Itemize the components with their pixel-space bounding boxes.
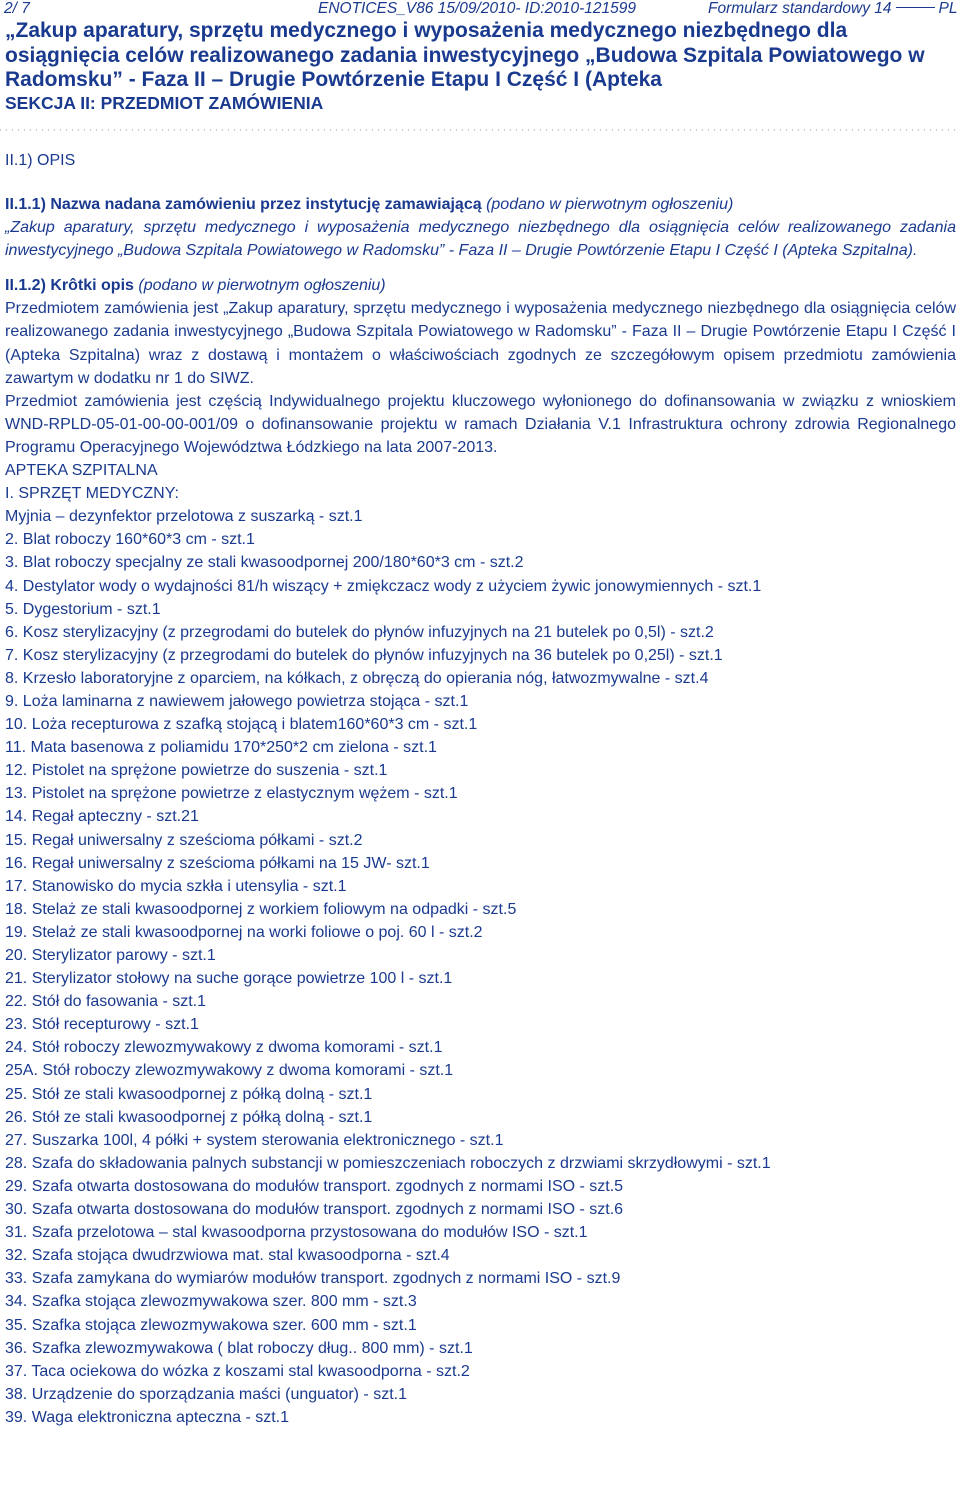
list-item: 36. Szafka zlewozmywakowa ( blat roboczy dług.. 800 mm) - szt.1	[5, 1339, 473, 1357]
list-item: 6. Kosz sterylizacyjny (z przegrodami do butelek do płynów infuzyjnych na 21 butelek po 0,5l) - szt.2	[5, 623, 714, 641]
list-item: 37. Taca ociekowa do wózka z koszami stal kwasoodporna - szt.2	[5, 1362, 470, 1380]
document-header	[0, 0, 960, 18]
list-item: 27. Suszarka 100l, 4 półki + system sterowania elektronicznego - szt.1	[5, 1131, 504, 1149]
equipment-list	[5, 505, 956, 1429]
list-item: 33. Szafa zamykana do wymiarów modułów transport. zgodnych z normami ISO - szt.9	[5, 1270, 621, 1288]
list-item: 22. Stół do fasowania - szt.1	[5, 993, 206, 1011]
subsection-heading: II.1) OPIS	[5, 152, 76, 169]
list-item: 4. Destylator wody o wydajności 81/h wiszący + zmiękczacz wody z użyciem żywic jonowymiennych - szt.1	[5, 577, 762, 595]
list-item: 32. Szafa stojąca dwudrzwiowa mat. stal kwasoodporna - szt.4	[5, 1247, 450, 1265]
list-item: 21. Sterylizator stołowy na suche gorące powietrze 100 l - szt.1	[5, 970, 453, 988]
page-number: 2/ 7	[4, 0, 30, 17]
notice-id: ENOTICES_V86 15/09/2010- ID:2010-121599	[318, 0, 636, 17]
list-item: 18. Stelaż ze stali kwasoodpornej z workiem foliowym na odpadki - szt.5	[5, 900, 517, 918]
list-item: 12. Pistolet na sprężone powietrze do suszenia - szt.1	[5, 762, 388, 780]
form-label	[708, 0, 957, 18]
list-item: 34. Szafka stojąca zlewozmywakowa szer. 800 mm - szt.3	[5, 1293, 417, 1311]
list-item: 35. Szafka stojąca zlewozmywakowa szer. 600 mm - szt.1	[5, 1316, 417, 1334]
description-heading: II.1.2) Krôtki opis (podano w pierwotnym ogłoszeniu)	[5, 277, 386, 295]
list-item: 25A. Stół roboczy zlewozmywakowy z dwoma komorami - szt.1	[5, 1062, 454, 1080]
list-item: 3. Blat roboczy specjalny ze stali kwasoodpornej 200/180*60*3 cm - szt.2	[5, 554, 524, 572]
list-item: 16. Regał uniwersalny z sześcioma półkami na 15 JW- szt.1	[5, 854, 430, 872]
list-item: 38. Urządzenie do sporządzania maści (unguator) - szt.1	[5, 1385, 407, 1403]
section-heading: SEKCJA II: PRZEDMIOT ZAMÓWIENIA	[5, 92, 329, 116]
list-item: 20. Sterylizator parowy - szt.1	[5, 947, 216, 964]
language-code: PL	[938, 0, 958, 17]
description-heading-note: (podano w pierwotnym ogłoszeniu)	[138, 277, 386, 295]
spacer	[5, 262, 956, 274]
list-item: 11. Mata basenowa z poliamidu 170*250*2 cm zielona - szt.1	[5, 739, 437, 757]
list-item: 23. Stół recepturowy - szt.1	[5, 1016, 199, 1034]
list-item: 30. Szafa otwarta dostosowana do modułów transport. zgodnych z normami ISO - szt.6	[5, 1201, 624, 1219]
list-item: 5. Dygestorium - szt.1	[5, 600, 161, 618]
contract-name: „Zakup aparatury, sprzętu medycznego i wyposażenia medycznego niezbędnego dla osiągnięcia celów realizowanego zadania inwestycyjnego „Budowa Szpitala Powiatowego w Radomsku” - Faza II – Drugie Powtórzenie Etapu I Część I (Apteka Szpitalna).	[5, 219, 956, 260]
list-item: Myjnia – dezynfektor przelotowa z suszarką - szt.1	[5, 508, 363, 526]
dotted-divider	[0, 129, 960, 131]
name-heading-note: (podano w pierwotnym ogłoszeniu)	[486, 196, 734, 213]
list-item: 26. Stół ze stali kwasoodpornej z półką dolną - szt.1	[5, 1108, 373, 1126]
list-item: 9. Loża laminarna z nawiewem jałowego powietrza stojąca - szt.1	[5, 692, 469, 710]
description-paragraph-1: Przedmiotem zamówienia jest „Zakup aparatury, sprzętu medycznego i wyposażenia medycznego niezbędnego dla osiągnięcia celów realizowanego zadania inwestycyjnego „Budowa Szpitala Powiatowego w Radomsku” - Faza II – Drugie Powtórzenie Etapu I Część I (Apteka Szpitalna) wraz z dostawą i montażem o właściwościach zgodnych ze szczegółowym opisem przedmiotu zamówienia zawartym w dodatku nr 1 do SIWZ.	[5, 300, 956, 387]
list-item: 17. Stanowisko do mycia szkła i utensylia - szt.1	[5, 877, 347, 895]
list-item: 29. Szafa otwarta dostosowana do modułów transport. zgodnych z normami ISO - szt.5	[5, 1177, 624, 1195]
list-item: 28. Szafa do składowania palnych substancji w pomieszczeniach roboczych z drzwiami skrzydłowymi - szt.1	[5, 1154, 771, 1172]
list-item: 25. Stół ze stali kwasoodpornej z półką dolną - szt.1	[5, 1085, 373, 1103]
list-item: 13. Pistolet na sprężone powietrze z elastycznym wężem - szt.1	[5, 785, 458, 803]
description-paragraph-2: Przedmiot zamówienia jest częścią Indywidualnego projektu kluczowego wyłonionego do dofinansowania w związku z wnioskiem WND-RPLD-05-01-00-00-001/09 o dofinansowanie projektu w ramach Działania V.1 Infrastruktura ochrony zdrowia Regionalnego Programu Operacyjnego Województwa Łódzkiego na lata 2007-2013.	[5, 392, 956, 456]
list-item: 31. Szafa przelotowa – stal kwasoodporna przystosowana do modułów ISO - szt.1	[5, 1224, 588, 1242]
header-separator	[896, 7, 935, 8]
list-item: 7. Kosz sterylizacyjny (z przegrodami do butelek do płynów infuzyjnych na 36 butelek po 0,25l) - szt.1	[5, 646, 723, 664]
pharmacy-label: APTEKA SZPITALNA	[5, 462, 158, 480]
equipment-label: I. SPRZĘT MEDYCZNY:	[5, 485, 179, 503]
list-item: 39. Waga elektroniczna apteczna - szt.1	[5, 1408, 289, 1426]
list-item: 10. Loża recepturowa z szafką stojącą i blatem160*60*3 cm - szt.1	[5, 716, 478, 734]
list-item: 2. Blat roboczy 160*60*3 cm - szt.1	[5, 531, 255, 549]
list-item: 24. Stół roboczy zlewozmywakowy z dwoma komorami - szt.1	[5, 1039, 443, 1057]
form-name: Formularz standardowy 14	[708, 0, 892, 17]
list-item: 14. Regał apteczny - szt.21	[5, 808, 199, 826]
list-item: 8. Krzesło laboratoryjne z oparciem, na kółkach, z obręczą do opierania nóg, łatwozmywalne - szt.4	[5, 669, 709, 687]
name-heading: II.1.1) Nazwa nadana zamówieniu przez instytucję zamawiającą (podano w pierwotnym ogłoszeniu)	[5, 196, 734, 213]
document-title: „Zakup aparatury, sprzętu medycznego i wyposażenia medycznego niezbędnego dla osiągnięcia celów realizowanego zadania inwestycyjnego „Budowa Szpitala Powiatowego w Radomsku” - Faza II – Drugie Powtórzenie Etapu I Część I (Apteka	[5, 19, 925, 91]
list-item: 19. Stelaż ze stali kwasoodpornej na worki foliowe o poj. 60 l - szt.2	[5, 923, 483, 941]
list-item: 15. Regał uniwersalny z sześcioma półkami - szt.2	[5, 831, 363, 849]
main-content	[5, 193, 956, 1429]
